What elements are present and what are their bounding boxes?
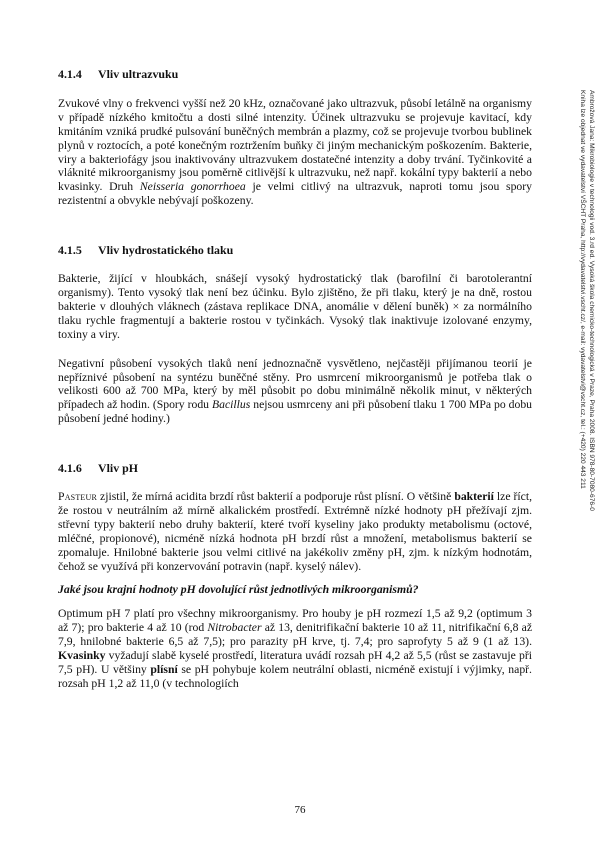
text-run: lze říct, že rostou v neutrálním až mírně alkalickém prostředí. Extrémně nízké hodnoty pH přežívají zjm. střevní typy bakterií nebo druhy bakterií, které tvoří kyseliny jako produkty metabolismu (octové, mléčné, propionové), nicméně nízká hodnota pH brzdí růst a množení, metabolismus bakterií se zpomaluje. Hnilobné bakterie jsou velmi citlivé na jakékoliv změny pH, zjm. k nízkým hodnotám, čehož se využívá při konzervování potravin (např. kyselý nálev).: [58, 490, 533, 573]
text-run: je velmi citlivý na ultrazvuk, naproti tomu jsou spory rezistentní a obvykle nebývají poškozeny.: [58, 180, 533, 208]
side-citation-note: [562, 90, 596, 650]
section-heading-ultrasound: [58, 68, 532, 82]
text-run: nejsou usmrceny ani při působení tlaku 1 700 MPa po dobu působení jedné hodiny.): [58, 398, 533, 426]
publisher-line: Kniha lze objednat ve vydavatelství VŠCHT Praha, http://vydavatelstvi.vscht.cz/, e-mail: vydavatelstvi@vscht.cz, tel.: (+420) 220 443 211: [578, 90, 586, 489]
paragraph-ph-2: [58, 607, 532, 690]
genus-name: Nitrobacter: [207, 621, 262, 635]
paragraph-hydrostatic-1: Bakterie, žijící v hloubkách, snášejí vysoký hydrostatický tlak (barofilní či barotolerantní organismy). Tento vysoký tlak není bez účinku. Bylo zjištěno, že při tlaku, který je na dně, rostou bakterie v dlouhých vláknech (zástava replikace DNA, anomálie v dělení buněk) × za normálního tlaku rychle fragmentují a bakterie rostou v tyčinkách. Vysoký tlak inaktivuje izolované enzymy, toxiny a viry.: [58, 272, 532, 341]
paragraph-ultrasound: [58, 97, 532, 208]
section-number: 4.1.4: [58, 67, 82, 81]
section-heading-ph: [58, 462, 532, 476]
section-title: Vliv ultrazvuku: [98, 67, 179, 81]
page-content: [58, 68, 532, 691]
species-name: Neisseria gonorrhoea: [139, 180, 246, 194]
genus-name: Bacillus: [211, 398, 251, 412]
text-run: až 13, denitrifikační bakterie 10 až 11, nitrifikační 6,8 až 7,9, hnilobné bakterie 6,5 až 7,5); pro parazity pH krve, tj. 7,4; pro saprofyty 5 až 9 (1 až 13).: [58, 621, 533, 649]
section-number: 4.1.5: [58, 243, 82, 258]
text-run: se pH pohybuje kolem neutrální oblasti, nicméně existují i výjimky, např. rozsah pH 1,2 až 11,0 (v technologiích: [58, 663, 532, 690]
section-heading-hydrostatic: [58, 244, 532, 258]
text-run: zjistil, že mírná acidita brzdí růst bakterií a podporuje růst plísní. O většině: [100, 490, 452, 504]
person-name: Pasteur: [58, 490, 98, 504]
text-run: Negativní působení vysokých tlaků není jednoznačně vysvětleno, nejčastěji přijímanou teorií je nepříznivé působení na syntézu buněčné stěny. Pro usmrcení mikroorganismů je potřeba tlak o velikosti 600 až 700 MPa, který by měl působit po dobu minimálně několik minut, v některých případech až hodin. (Spory rodu: [58, 356, 532, 412]
section-number: 4.1.6: [58, 461, 82, 476]
page-number: 76: [294, 804, 306, 816]
section-title: Vliv hydrostatického tlaku: [98, 243, 234, 258]
text-run: vyžadují slabě kyselé prostředí, literatura uvádí rozsah pH 4,2 až 5,5 (růst se zastavuje při 7,5 pH). U většiny: [58, 649, 533, 676]
question-heading: Jaké jsou krajní hodnoty pH dovolující růst jednotlivých mikroorganismů?: [58, 583, 419, 597]
paragraph-ph-1: [58, 490, 532, 573]
section-title: Vliv pH: [98, 461, 138, 476]
text-run: Optimum pH 7 platí pro všechny mikroorganismy. Pro houby je pH rozmezí 1,5 až 9,2 (optimum 3 až 7); pro bakterie 4 až 10 (rod: [58, 607, 532, 635]
citation-line: Ambrožová Jana: Mikrobiologie v technologii vod. 3.rd ed. Vysoká škola chemicko-technologická v Praze, Praha 2008. ISBN 978-80-7080-676-0: [588, 90, 595, 511]
paragraph-hydrostatic-2: [58, 357, 532, 427]
emphasis-term: Kvasinky: [58, 649, 106, 663]
text-run: Zvukové vlny o frekvenci vyšší než 20 kHz, označované jako ultrazvuk, působí letálně na organismy v případě nízkého kmitočtu a dosti silné intenzity. Účinek ultrazvuku se projevuje kavitací, kdy kmitáním vzniká prudké pulsování buněčných membrán a plazmy, což se projevuje tvorbou bublinek plynů v roztocích, a poté konečným roztržením buňky či jiným mechanickým poškozením. Bakterie, viry a bakteriofágy jsou inaktivovány ultrazvukem dostatečné intenzity a doby trvání. Tyčinkovité a vláknité mikroorganismy jsou poměrně citlivější k ultrazvuku, než např. kokální typy bakterií a nebo kvasinky. Druh: [58, 96, 532, 194]
emphasis-term: plísní: [150, 663, 178, 676]
emphasis-term: bakterií: [454, 490, 494, 504]
